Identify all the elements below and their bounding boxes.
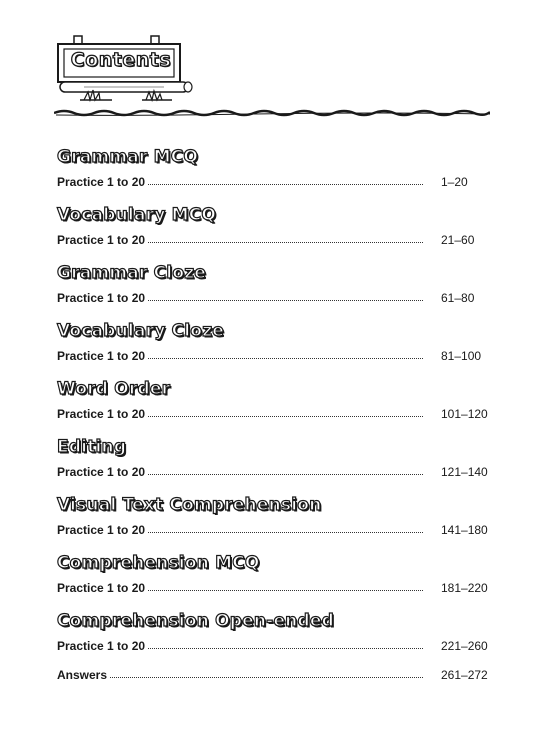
section-heading: Vocabulary Cloze	[57, 321, 225, 341]
page-range: 121–140	[441, 465, 488, 479]
entry-label: Practice 1 to 20	[57, 639, 146, 653]
toc-section	[57, 320, 489, 364]
toc-entry[interactable]	[57, 581, 489, 596]
toc-section	[57, 146, 489, 190]
answers-label: Answers	[57, 668, 108, 682]
section-heading: Visual Text Comprehension	[57, 495, 322, 515]
page-range: 81–100	[441, 349, 482, 363]
toc-section	[57, 436, 489, 480]
page-title: Contents	[70, 49, 172, 71]
dot-leader	[148, 290, 423, 301]
dot-leader	[148, 406, 423, 417]
toc-entry[interactable]	[57, 407, 489, 422]
wavy-divider	[54, 103, 490, 119]
entry-label: Practice 1 to 20	[57, 523, 146, 537]
dot-leader	[148, 232, 423, 243]
toc-entry[interactable]	[57, 291, 489, 306]
entry-label: Practice 1 to 20	[57, 407, 146, 421]
toc-section	[57, 204, 489, 248]
entry-label: Practice 1 to 20	[57, 175, 146, 189]
dot-leader	[148, 522, 423, 533]
toc-entry[interactable]	[57, 639, 489, 654]
page-range: 61–80	[441, 291, 475, 305]
section-heading: Editing	[57, 437, 127, 457]
page-range: 141–180	[441, 523, 488, 537]
entry-label: Practice 1 to 20	[57, 581, 146, 595]
toc-entry-answers[interactable]	[57, 668, 489, 683]
page-range: 21–60	[441, 233, 475, 247]
dot-leader	[148, 348, 423, 359]
dot-leader	[148, 638, 423, 649]
toc-section	[57, 262, 489, 306]
entry-label: Practice 1 to 20	[57, 349, 146, 363]
signboard-illustration	[54, 34, 194, 114]
toc-entry[interactable]	[57, 465, 489, 480]
entry-label: Practice 1 to 20	[57, 465, 146, 479]
section-heading: Comprehension MCQ	[57, 553, 260, 573]
toc-section	[57, 378, 489, 422]
dot-leader	[148, 174, 423, 185]
toc-entry[interactable]	[57, 233, 489, 248]
entry-label: Practice 1 to 20	[57, 233, 146, 247]
dot-leader	[148, 464, 423, 475]
toc-entry[interactable]	[57, 349, 489, 364]
section-heading: Grammar Cloze	[57, 263, 207, 283]
dot-leader	[148, 580, 423, 591]
section-heading: Word Order	[57, 379, 171, 399]
toc-entry[interactable]	[57, 175, 489, 190]
section-heading: Grammar MCQ	[57, 147, 199, 167]
page-range: 181–220	[441, 581, 488, 595]
toc-entry[interactable]	[57, 523, 489, 538]
page-range: 101–120	[441, 407, 488, 421]
page-range: 1–20	[441, 175, 468, 189]
toc-section	[57, 552, 489, 596]
toc-section	[57, 610, 489, 654]
page-range: 221–260	[441, 639, 488, 653]
section-heading: Comprehension Open-ended	[57, 611, 334, 631]
dot-leader	[110, 667, 423, 678]
table-of-contents	[57, 146, 489, 697]
page-range: 261–272	[441, 668, 488, 682]
toc-section	[57, 494, 489, 538]
section-heading: Vocabulary MCQ	[57, 205, 217, 225]
entry-label: Practice 1 to 20	[57, 291, 146, 305]
